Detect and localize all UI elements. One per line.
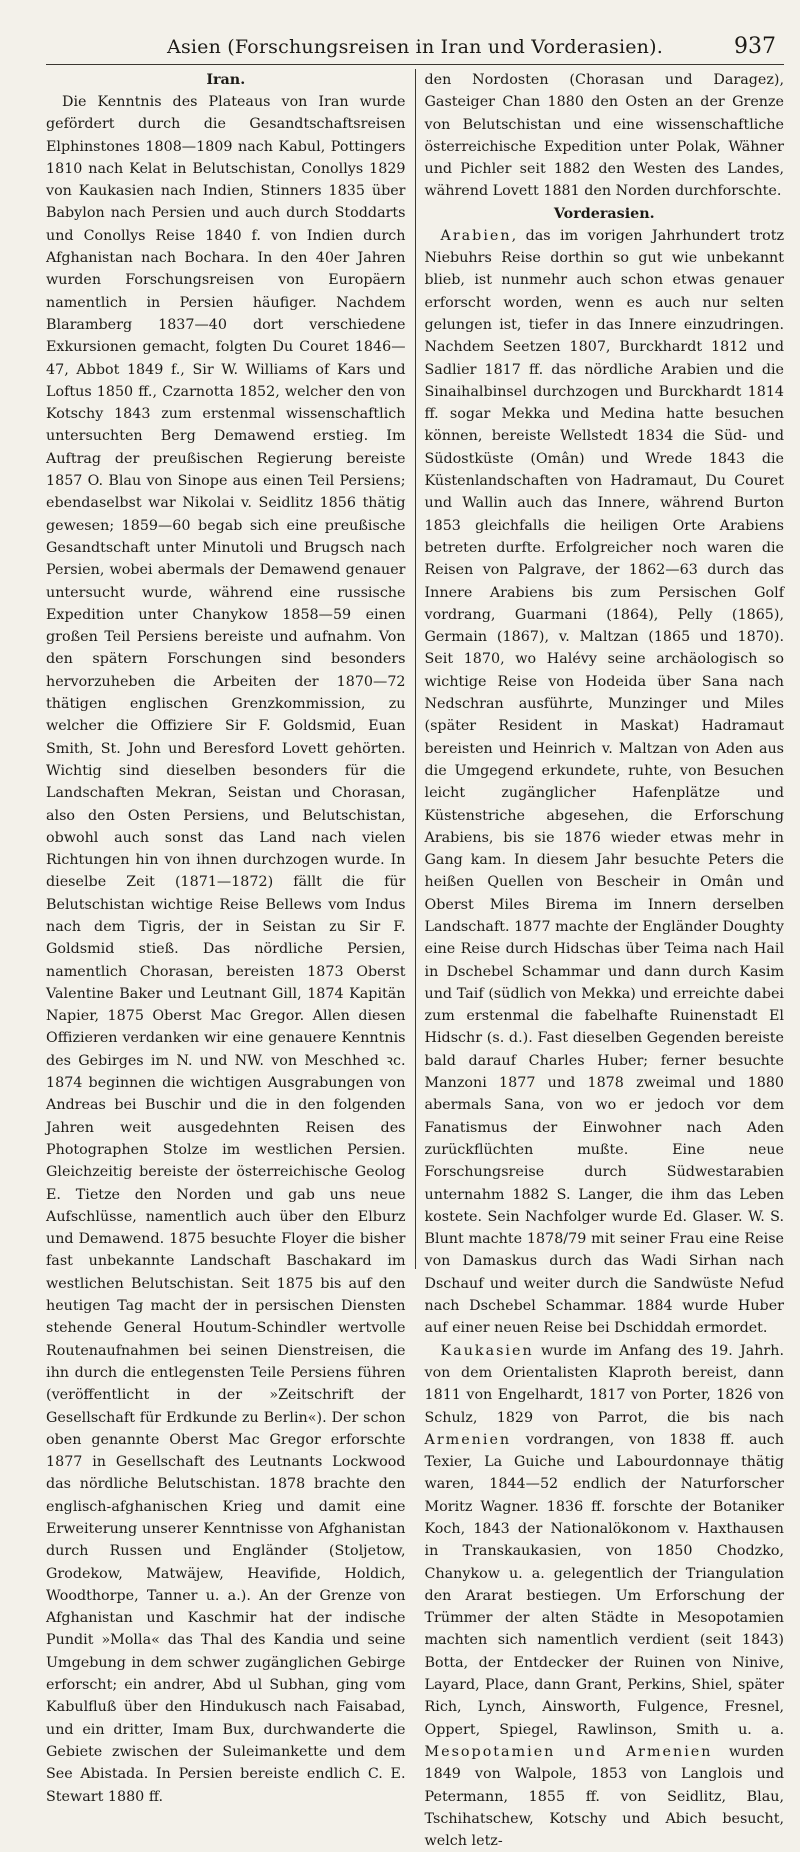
kaukasien-text-2: vordrangen, von 1838 ff. auch Texier, La Guiche und Labourdonnaye thätig waren, 1844—52 endlich der Naturforscher Moritz Wagner. 1836 ff. forschte der Botaniker Koch, 1843 der Nationalökonom v. Haxthausen in Transkaukasien, von 1850 Chodzko, Chanykow u. a. gelegentlich der Triangulation den Ararat bestiegen. Um Erforschung der Trümmer der alten Städte in Mesopotamien machten sich namentlich verdient (seit 1843) Botta, der Entdecker der Ruinen von Ninive, Layard, Place, dann Grant, Perkins, Shiel, später Rich, Lynch, Ainsworth, Fulgence, Fresnel, Oppert, Spiegel, Rawlinson, Smith u. a. [424,1431,785,1738]
kaukasien-lead-word: Kaukasien [440,1342,534,1359]
arabien-lead-word: Arabien [440,227,512,244]
mesopotamien-phrase: Mesopotamien und Armenien [424,1743,713,1760]
right-column [416,69,785,1850]
kaukasien-text-3: wurden 1849 von Walpole, 1853 von Langlois und Petermann, 1855 ff. von Seidlitz, Blau, Tschihatschew, Kotschy und Abich besucht, welch letz- [424,1743,785,1850]
section-heading-iran: Iran. [206,72,246,88]
two-column-body [46,69,785,1850]
kaukasien-text-1: wurde im Anfang des 19. Jahrh. von dem Orientalisten Klaproth bereist, dann 1811 von Engelhardt, 1817 von Porter, 1826 von Schulz, 1829 von Parrot, die bis nach [424,1342,785,1426]
left-column [46,69,415,1805]
armenien-word: Armenien [424,1431,512,1448]
page-number: 937 [734,34,776,59]
running-head [46,30,784,65]
section-heading-vorderasien: Vorderasien. [553,205,655,222]
kaukasien-paragraph [425,1340,785,1852]
iran-paragraph-continuation: den Nordosten (Chorasan und Daragez), Gasteiger Chan 1880 den Osten an der Grenze von Belutschistan und eine wissenschaftliche österreichische Expedition unter Polak, Wähner und Pichler seit 1882 den Westen des Landes, während Lovett 1881 den Norden durchforschte. [424,72,785,200]
arabien-paragraph [425,225,785,1340]
running-head-title: Asien (Forschungsreisen in Iran und Vorderasien). [167,36,663,58]
arabien-text: , das im vorigen Jahrhundert trotz Niebuhrs Reise dorthin so gut wie unbekannt blieb, ist nunmehr auch schon etwas genauer erforscht worden, wenn es auch nur selten gelungen ist, tiefer in das Innere einzudringen. Nachdem Seetzen 1807, Burckhardt 1812 und Sadlier 1817 ff. das nördliche Arabien und die Sinaihalbinsel durchzogen und Burckhardt 1814 ff. sogar Mekka und Medina hatte besuchen können, bereiste Wellstedt 1834 die Süd- und Südostküste (Omân) und Wrede 1843 die Küstenlandschaften von Hadramaut, Du Couret und Wallin auch das Innere, während Burton 1853 gleichfalls die heiligen Orte Arabiens betreten durfte. Erfolgreicher noch waren die Reisen von Palgrave, der 1862—63 durch das Innere Arabiens bis zum Persischen Golf vordrang, Guarmani (1864), Pelly (1865), Germain (1867), v. Maltzan (1865 und 1870). Seit 1870, wo Halévy seine archäologisch so wichtige Reise von Hodeida über Sana nach Nedschran ausführte, Munzinger und Miles (später Resident in Maskat) Hadramaut bereisten und Heinrich v. Maltzan von Aden aus die Umgegend erkundete, ruhte, von Besuchen leicht zugänglicher Hafenplätze und Küstenstriche abgesehen, die Erforschung Arabiens, bis sie 1876 wieder etwas mehr in Gang kam. In diesem Jahr besuchte Peters die heißen Quellen von Bescheir in Omân und Oberst Miles Birema im Innern derselben Landschaft. 1877 machte der Engländer Doughty eine Reise durch Hidschas über Teima nach Hail in Dschebel Schammar und dann durch Kasim und Taif (südlich von Mekka) und erreichte dabei zum erstenmal die fabelhafte Ruinenstadt El Hidschr (s. d.). Fast dieselben Gegenden bereiste bald darauf Charles Huber; ferner besuchte Manzoni 1877 und 1878 zweimal und 1880 abermals Sana, von wo er jedoch vor dem Fanatismus der Einwohner nach Aden zurückflüchten mußte. Eine neue Forschungsreise durch Südwestarabien unternahm 1882 S. Langer, die ihm das Leben kostete. Sein Nachfolger wurde Ed. Glaser. W. S. Blunt machte 1878/79 mit seiner Frau eine Reise von Damaskus durch das Wadi Sirhan nach Dschauf und weiter durch die Sandwüste Nefud nach Dschebel Schammar. 1884 wurde Huber auf einer neuen Reise bei Dschiddah ermordet. [424,227,785,1337]
iran-paragraph: Die Kenntnis des Plateaus von Iran wurde gefördert durch die Gesandtschaftsreisen Elphinstones 1808—1809 nach Kabul, Pottingers 1810 nach Kelat in Belutschistan, Conollys 1829 von Kaukasien nach Indien, Stinners 1835 über Babylon nach Persien und auch durch Stoddarts und Conollys Reise 1840 f. von Indien durch Afghanistan nach Bochara. In den 40er Jahren wurden Forschungsreisen von Europäern namentlich in Persien häufiger. Nachdem Blaramberg 1837—40 dort verschiedene Exkursionen gemacht, folgten Du Couret 1846—47, Abbot 1849 f., Sir W. Williams of Kars und Loftus 1850 ff., Czarnotta 1852, welcher den von Kotschy 1843 zum erstenmal wissenschaftlich untersuchten Berg Demawend erstieg. Im Auftrag der preußischen Regierung bereiste 1857 O. Blau von Sinope aus einen Teil Persiens; ebendaselbst war Nikolai v. Seidlitz 1856 thätig gewesen; 1859—60 begab sich eine preußische Gesandtschaft unter Minutoli und Brugsch nach Persien, wobei abermals der Demawend genauer untersucht wurde, während eine russische Expedition unter Chanykow 1858—59 einen großen Teil Persiens bereiste und aufnahm. Von den spätern Forschungen sind besonders hervorzuheben die Arbeiten der 1870—72 thätigen englischen Grenzkommission, zu welcher die Offiziere Sir F. Goldsmid, Euan Smith, St. John und Beresford Lovett gehörten. Wichtig sind dieselben besonders für die Landschaften Mekran, Seistan und Chorasan, also den Osten Persiens, und Belutschistan, obwohl auch sonst das Land nach vielen Richtungen hin von ihnen durchzogen wurde. In dieselbe Zeit (1871—1872) fällt die für Belutschistan wichtige Reise Bellews vom Indus nach dem Tigris, der in Seistan zu Sir F. Goldsmid stieß. Das nördliche Persien, namentlich Chorasan, bereisten 1873 Oberst Valentine Baker und Leutnant Gill, 1874 Kapitän Napier, 1875 Oberst Mac Gregor. Allen diesen Offizieren verdanken wir eine genauere Kenntnis des Gebirges im N. und NW. von Meschhed ꝛc. 1874 beginnen die wichtigen Ausgrabungen von Andreas bei Buschir und die in den folgenden Jahren weit ausgedehnten Reisen des Photographen Stolze im westlichen Persien. Gleichzeitig bereiste der österreichische Geolog E. Tietze den Norden und gab uns neue Aufschlüsse, namentlich auch über den Elburz und Demawend. 1875 besuchte Floyer die bisher fast unbekannte Landschaft Baschakard im westlichen Belutschistan. Seit 1875 bis auf den heutigen Tag macht der in persischen Diensten stehende General Houtum-Schindler wertvolle Routenaufnahmen bei seinen Dienstreisen, die ihn durch die entlegensten Teile Persiens führen (veröffentlicht in der »Zeitschrift der Gesellschaft für Erdkunde zu Berlin«). Der schon oben genannte Oberst Mac Gregor erforschte 1877 in Gesellschaft des Leutnants Lockwood das nördliche Belutschistan. 1878 brachte den englisch-afghanischen Krieg und damit eine Erweiterung unserer Kenntnisse von Afghanistan durch Russen und Engländer (Stoljetow, Grodekow, Matwäjew, Heavifide, Holdich, Woodthorpe, Tanner u. a.). An der Grenze von Afghanistan und Kaschmir hat der indische Pundit »Molla« das Thal des Kandia und seine Umgebung in dem schwer zugänglichen Gebirge erforscht; ein andrer, Abd ul Subhan, ging vom Kabulfluß über den Hindukusch nach Faisabad, und ein dritter, Imam Bux, durchwanderte die Gebiete zwischen der Suleimankette und dem See Abistada. In Persien bereiste endlich C. E. Stewart 1880 ff. [46,94,406,1805]
